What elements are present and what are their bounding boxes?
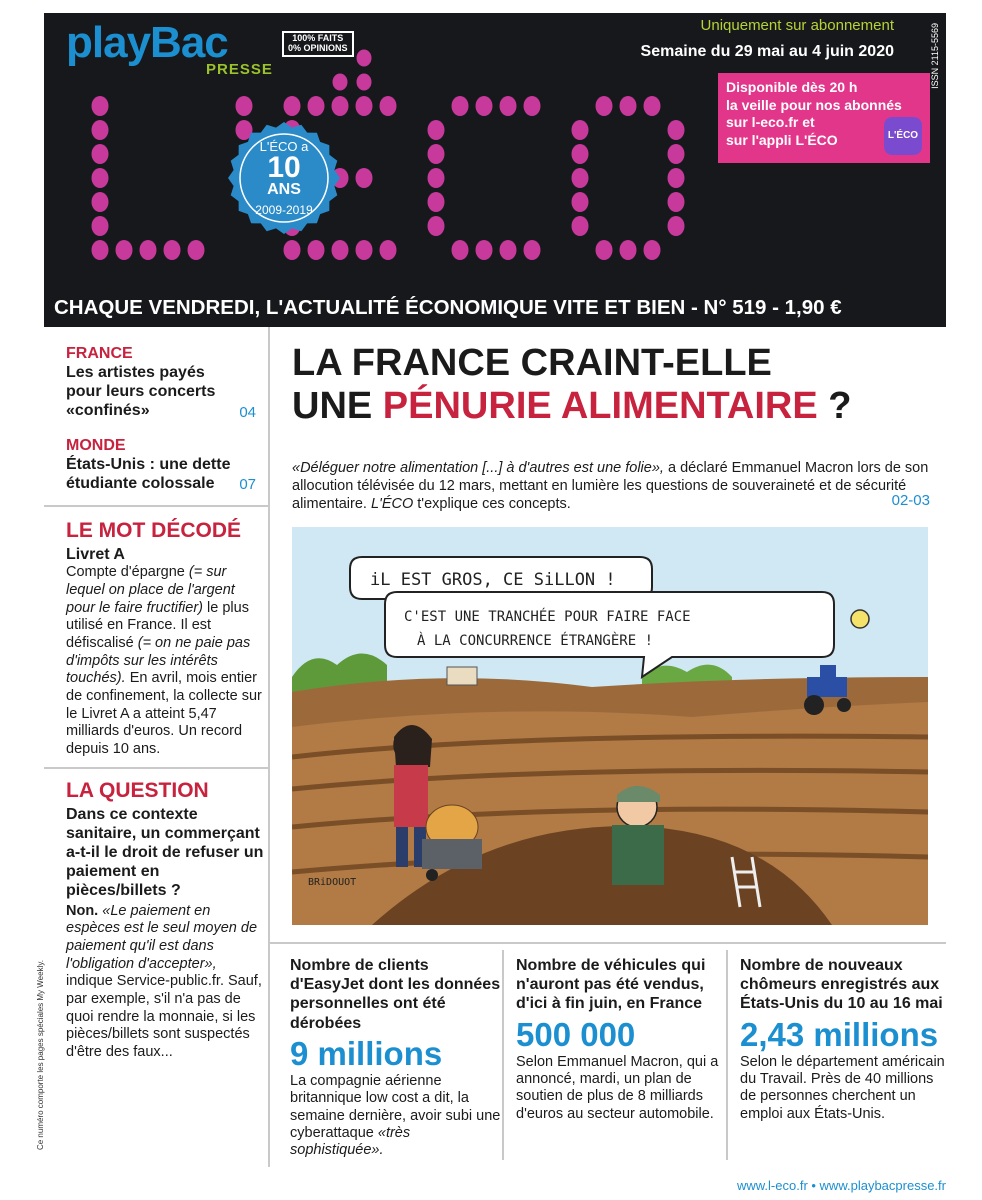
badge-number: 10 <box>267 151 301 184</box>
logo-dot <box>596 240 613 260</box>
logo-dot <box>500 240 517 260</box>
lead-brand: L'ÉCO <box>370 496 414 513</box>
stat-question: Nombre de clients d'EasyJet dont les données personnelles ont été dérobées <box>290 957 501 1032</box>
question-section <box>44 769 268 1072</box>
stat-question: Nombre de nouveaux chômeurs enregistrés aux États-Unis du 10 au 16 mai <box>740 957 943 1013</box>
logo-dot <box>92 144 109 164</box>
logo-dot <box>188 240 205 260</box>
stat-description: Selon le département américain du Travail. Près de 40 millions de personnes cherchent un emploi aux États-Unis. <box>740 1053 945 1122</box>
stat-number: 500 000 <box>516 1015 636 1053</box>
brief-section-label: MONDE <box>66 436 126 454</box>
logo-dot <box>332 240 349 260</box>
answer-quote: «Le paiement en espèces est le seul moyen de paiement qu'il est dans l'obligation d'accepter», <box>66 902 258 972</box>
lead-text: a déclaré Emmanuel Macron lors de son allocution télévisée du 12 mars, mettant en lumière les questions de souveraineté et de sécurité alimentaire. <box>292 460 929 513</box>
logo-dot <box>644 240 661 260</box>
logo-dot <box>308 240 325 260</box>
logo-dot <box>596 96 613 116</box>
left-column <box>44 327 270 1167</box>
logo-dot <box>500 96 517 116</box>
headline-highlight: PÉNURIE ALIMENTAIRE <box>382 384 818 427</box>
app-icon[interactable]: L'ÉCO <box>884 117 922 155</box>
logo-dot <box>452 96 469 116</box>
brief-item[interactable] <box>66 363 264 421</box>
anniversary-badge <box>227 121 341 235</box>
logo-dot <box>380 240 397 260</box>
lead-end: t'explique ces concepts. <box>417 496 571 513</box>
tagline: CHAQUE VENDREDI, L'ACTUALITÉ ÉCONOMIQUE VITE ET BIEN - N° 519 - 1,90 € <box>54 296 842 319</box>
stat-item <box>516 956 728 1123</box>
brief-page: 04 <box>239 403 256 421</box>
definition-note: (= on ne paie pas d'impôts sur les intérêts touchés). <box>66 634 251 687</box>
brief-section-label: FRANCE <box>66 345 133 362</box>
promo-line: Disponible dès 20 h <box>726 79 858 95</box>
answer-rest: indique Service-public.fr. Sauf, par exemple, s'il n'a pas de quoi rendre la monnaie, si les pièces/billets sont suspectés d'être des faux... <box>66 973 262 1061</box>
stat-description <box>290 1073 502 1160</box>
bubble-text: C'EST UNE TRANCHÉE POUR FAIRE FACE <box>404 609 691 625</box>
logo-dot <box>668 216 685 236</box>
logo-dot <box>164 240 181 260</box>
logo-dot <box>116 240 133 260</box>
facts-line-1: 100% FAITS <box>292 33 344 43</box>
stat-description: Selon Emmanuel Macron, qui a annoncé, mardi, un plan de soutien de plus de 8 milliards d'euros au secteur automobile. <box>516 1053 719 1122</box>
question-heading: LA QUESTION <box>66 778 209 802</box>
logo-dot <box>572 192 589 212</box>
footer-links[interactable]: www.l-eco.fr • www.playbacpresse.fr <box>736 1178 946 1193</box>
logo-dot <box>572 144 589 164</box>
stat-item <box>290 956 502 1160</box>
headline-part: ? <box>817 384 852 427</box>
brief-item[interactable] <box>66 455 264 493</box>
promo-line: la veille pour nos abonnés <box>726 96 902 113</box>
farmer-character <box>612 786 664 885</box>
lead-paragraph <box>292 459 932 513</box>
answer-label: Non. <box>66 902 99 919</box>
definition-text: En avril, mois entier de confinement, la collecte sur le Livret A a atteint 5,47 milliards d'euros. Un record depuis 10 ans. <box>66 670 262 757</box>
bubble-text: iL EST GROS, CE SiLLON ! <box>370 570 616 590</box>
logo-dot <box>668 168 685 188</box>
promo-box[interactable] <box>718 73 930 163</box>
lead-pages[interactable]: 02-03 <box>891 492 930 509</box>
brand-sub: PRESSE <box>206 61 273 78</box>
mot-decode-body <box>66 564 264 759</box>
headline-line-2 <box>292 385 851 428</box>
logo-dot <box>284 240 301 260</box>
stats-row <box>270 942 946 1167</box>
stat-desc-quote: «très sophistiquée». <box>290 1124 411 1159</box>
masthead <box>44 13 946 327</box>
cartoon-drawing <box>292 527 928 925</box>
logo-dot <box>92 192 109 212</box>
logo-dot <box>92 168 109 188</box>
logo-dot <box>140 240 157 260</box>
logo-dot <box>357 50 372 67</box>
brief-page: 07 <box>239 475 256 493</box>
logo-dot <box>572 168 589 188</box>
logo-dot <box>284 96 301 116</box>
mot-decode-section <box>44 507 268 769</box>
logo-dot <box>524 96 541 116</box>
logo-dot <box>428 120 445 140</box>
logo-dot <box>476 96 493 116</box>
logo-dot <box>357 74 372 91</box>
logo-dot <box>236 96 253 116</box>
headline-line-1: LA FRANCE CRAINT-ELLE <box>292 342 772 384</box>
cartoon-illustration <box>292 527 928 925</box>
brand-logo <box>66 18 273 78</box>
stat-desc-text: La compagnie aérienne britannique low cost a dit, la semaine dernière, avoir subi une cyberattaque <box>290 1072 501 1141</box>
mot-decode-term: Livret A <box>66 545 125 563</box>
logo-dot <box>620 240 637 260</box>
logo-dot <box>92 216 109 236</box>
logo-dot <box>92 120 109 140</box>
definition-text: Compte d'épargne <box>66 564 185 581</box>
logo-dot <box>380 96 397 116</box>
logo-dot <box>572 216 589 236</box>
logo-dot <box>92 96 109 116</box>
logo-dot <box>644 96 661 116</box>
logo-dot <box>308 96 325 116</box>
subscription-note: Uniquement sur abonnement <box>700 17 894 34</box>
stat-question: Nombre de véhicules qui n'auront pas été vendus, d'ici à fin juin, en France <box>516 957 706 1013</box>
logo-dot <box>428 144 445 164</box>
house-icon <box>447 667 477 685</box>
brief-title: États-Unis : une dette étudiante colossale <box>66 455 231 492</box>
stat-number: 9 millions <box>290 1034 443 1072</box>
question-text: Dans ce contexte sanitaire, un commerçant a-t-il le droit de refuser un paiement en pièces/billets ? <box>66 805 264 900</box>
sun-icon <box>851 610 869 628</box>
headline-part: UNE <box>292 384 383 427</box>
badge-ans: ANS <box>267 181 301 198</box>
logo-dot <box>668 192 685 212</box>
facts-line-2: 0% OPINIONS <box>288 42 348 53</box>
badge-years: 2009-2019 <box>255 203 313 217</box>
divider <box>726 950 728 1160</box>
logo-dot <box>332 96 349 116</box>
logo-dot <box>452 240 469 260</box>
logo-dot <box>524 240 541 260</box>
stat-number: 2,43 millions <box>740 1015 939 1053</box>
question-answer <box>66 903 264 1062</box>
definition-note: (= sur lequel on place de l'argent pour le faire fructifier) <box>66 564 235 616</box>
briefs-section <box>44 327 268 507</box>
logo-dot <box>428 168 445 188</box>
main-headline[interactable] <box>292 342 851 427</box>
brand-name: playBac <box>66 18 228 67</box>
logo-dot <box>572 120 589 140</box>
promo-line: sur l-eco.fr et <box>726 114 815 130</box>
logo-dot <box>333 74 348 91</box>
cartoon-signature: BRiDOUOT <box>308 877 357 888</box>
facts-box <box>282 31 354 57</box>
brief-title: Les artistes payés pour leurs concerts «confinés» <box>66 364 216 420</box>
logo-dot <box>476 240 493 260</box>
badge-label: L'ÉCO a <box>259 139 309 154</box>
logo-dot <box>356 96 373 116</box>
stat-item <box>740 956 952 1123</box>
promo-line: sur l'appli L'ÉCO <box>726 131 838 148</box>
logo-dot <box>668 120 685 140</box>
issn: ISSN 2115-5569 <box>930 23 940 89</box>
logo-dot <box>356 168 373 188</box>
logo-dot <box>620 96 637 116</box>
logo-dot <box>428 216 445 236</box>
logo-dot <box>668 144 685 164</box>
issue-week: Semaine du 29 mai au 4 juin 2020 <box>640 43 894 60</box>
definition-text: le plus utilisé en France. Il est défiscalisé <box>66 599 249 651</box>
logo-dot <box>428 192 445 212</box>
mot-decode-heading: LE MOT DÉCODÉ <box>66 518 242 542</box>
side-note: Ce numéro comporte les pages spéciales My Weekly. <box>36 960 45 1151</box>
logo-dot <box>356 240 373 260</box>
divider <box>502 950 504 1160</box>
bubble-text: À LA CONCURRENCE ÉTRANGÈRE ! <box>417 633 654 649</box>
lead-quote: «Déléguer notre alimentation [...] à d'autres est une folie», <box>292 460 664 476</box>
logo-dot <box>92 240 109 260</box>
